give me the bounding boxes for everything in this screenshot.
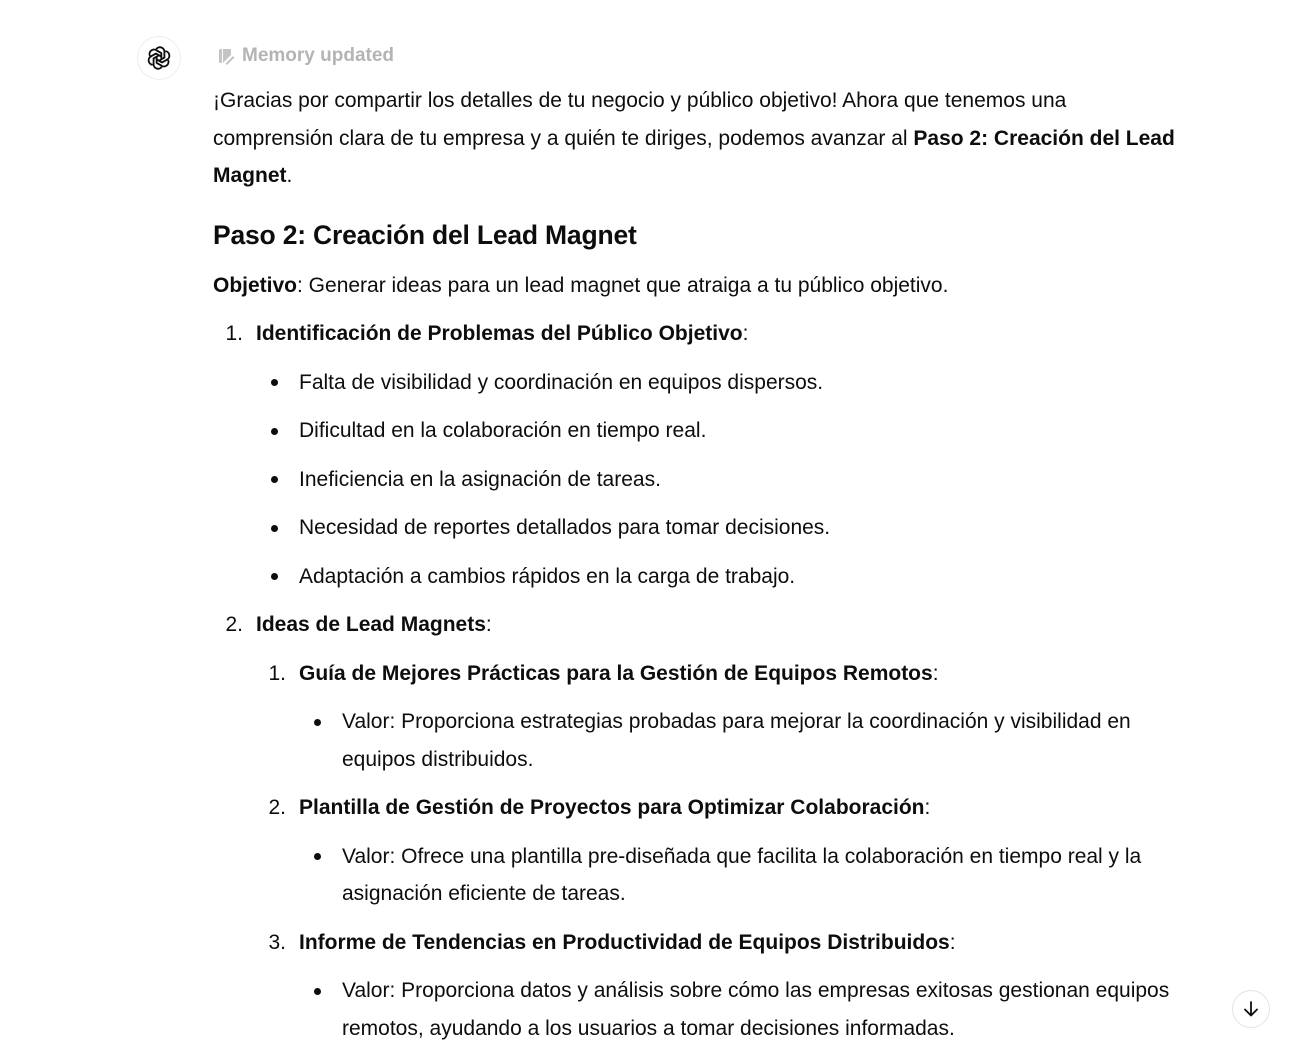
intro-paragraph (213, 82, 1183, 195)
idea-details (299, 838, 1183, 913)
idea-suffix: : (949, 930, 956, 954)
steps-list (213, 315, 1183, 1047)
step-item (213, 606, 1183, 1047)
idea-value-text: Valor: Proporciona estrategias probadas para mejorar la coordinación y visibilidad en equipos distribuidos. (342, 710, 1131, 771)
idea-value-text: Valor: Ofrece una plantilla pre-diseñada que facilita la colaboración en tiempo real y la asignación eficiente de tareas. (342, 844, 1142, 905)
idea-details (299, 972, 1183, 1047)
arrow-down-icon (1241, 999, 1261, 1019)
intro-end: . (286, 164, 293, 187)
bullet-icon (314, 853, 321, 860)
memory-updated-indicator[interactable] (217, 44, 394, 68)
problem-item (256, 364, 1183, 402)
idea-value (299, 703, 1183, 778)
intro-text: ¡Gracias por compartir los detalles de tu negocio y público objetivo! Ahora que tenemos una comprensión clara de tu empresa y a quién te diriges, podemos avanzar al (213, 89, 1067, 150)
problem-text: Adaptación a cambios rápidos en la carga de trabajo. (299, 564, 796, 588)
problems-list (256, 364, 1183, 596)
idea-item (256, 789, 1183, 913)
bullet-icon (271, 573, 278, 580)
step-title: Ideas de Lead Magnets (256, 613, 486, 636)
objective-paragraph (213, 267, 1183, 305)
problem-item (256, 509, 1183, 547)
step-number: 2. (225, 613, 243, 636)
bullet-icon (314, 719, 321, 726)
step-suffix: : (742, 322, 749, 345)
problem-item (256, 412, 1183, 450)
idea-value-text: Valor: Proporciona datos y análisis sobre cómo las empresas exitosas gestionan equipos remotos, ayudando a los usuarios a tomar decisiones informadas. (342, 979, 1170, 1040)
problem-text: Ineficiencia en la asignación de tareas. (299, 467, 661, 491)
idea-title: Plantilla de Gestión de Proyectos para Optimizar Colaboración (299, 796, 925, 819)
idea-title: Informe de Tendencias en Productividad de Equipos Distribuidos (299, 930, 950, 954)
problem-text: Falta de visibilidad y coordinación en equipos dispersos. (299, 370, 824, 394)
openai-logo-icon (146, 45, 172, 71)
bullet-icon (271, 428, 278, 435)
problem-item (256, 558, 1183, 596)
idea-number: 1. (268, 661, 286, 685)
idea-item (256, 655, 1183, 779)
idea-value (299, 972, 1183, 1047)
bullet-icon (271, 525, 278, 532)
bullet-icon (271, 379, 278, 386)
memory-status-text: Memory updated (242, 45, 395, 66)
objective-label: Objetivo (213, 273, 298, 297)
idea-value (299, 838, 1183, 913)
scroll-to-bottom-button[interactable] (1232, 990, 1270, 1028)
intro-bold-text: Paso 2: Creación del Lead Magnet (213, 126, 1175, 187)
step-suffix: : (485, 613, 492, 636)
step-number: 1. (225, 322, 243, 345)
ideas-list (256, 655, 1183, 1048)
idea-item (256, 924, 1183, 1048)
idea-number: 2. (268, 796, 286, 819)
assistant-message (213, 82, 1183, 1058)
problem-text: Dificultad en la colaboración en tiempo real. (299, 419, 707, 442)
idea-details (299, 703, 1183, 778)
assistant-avatar (137, 36, 181, 80)
step-title: Identificación de Problemas del Público Objetivo (256, 322, 743, 345)
objective-text: : Generar ideas para un lead magnet que atraiga a tu público objetivo. (297, 273, 949, 297)
bullet-icon (314, 988, 321, 995)
memory-edit-icon (217, 47, 235, 65)
bullet-icon (271, 476, 278, 483)
section-heading: Paso 2: Creación del Lead Magnet (213, 219, 637, 250)
problem-item (256, 461, 1183, 499)
problem-text: Necesidad de reportes detallados para tomar decisiones. (299, 516, 831, 539)
idea-title: Guía de Mejores Prácticas para la Gestión de Equipos Remotos (299, 661, 933, 685)
idea-suffix: : (924, 796, 931, 819)
idea-suffix: : (932, 661, 939, 685)
idea-number: 3. (268, 930, 286, 954)
step-item (213, 315, 1183, 595)
